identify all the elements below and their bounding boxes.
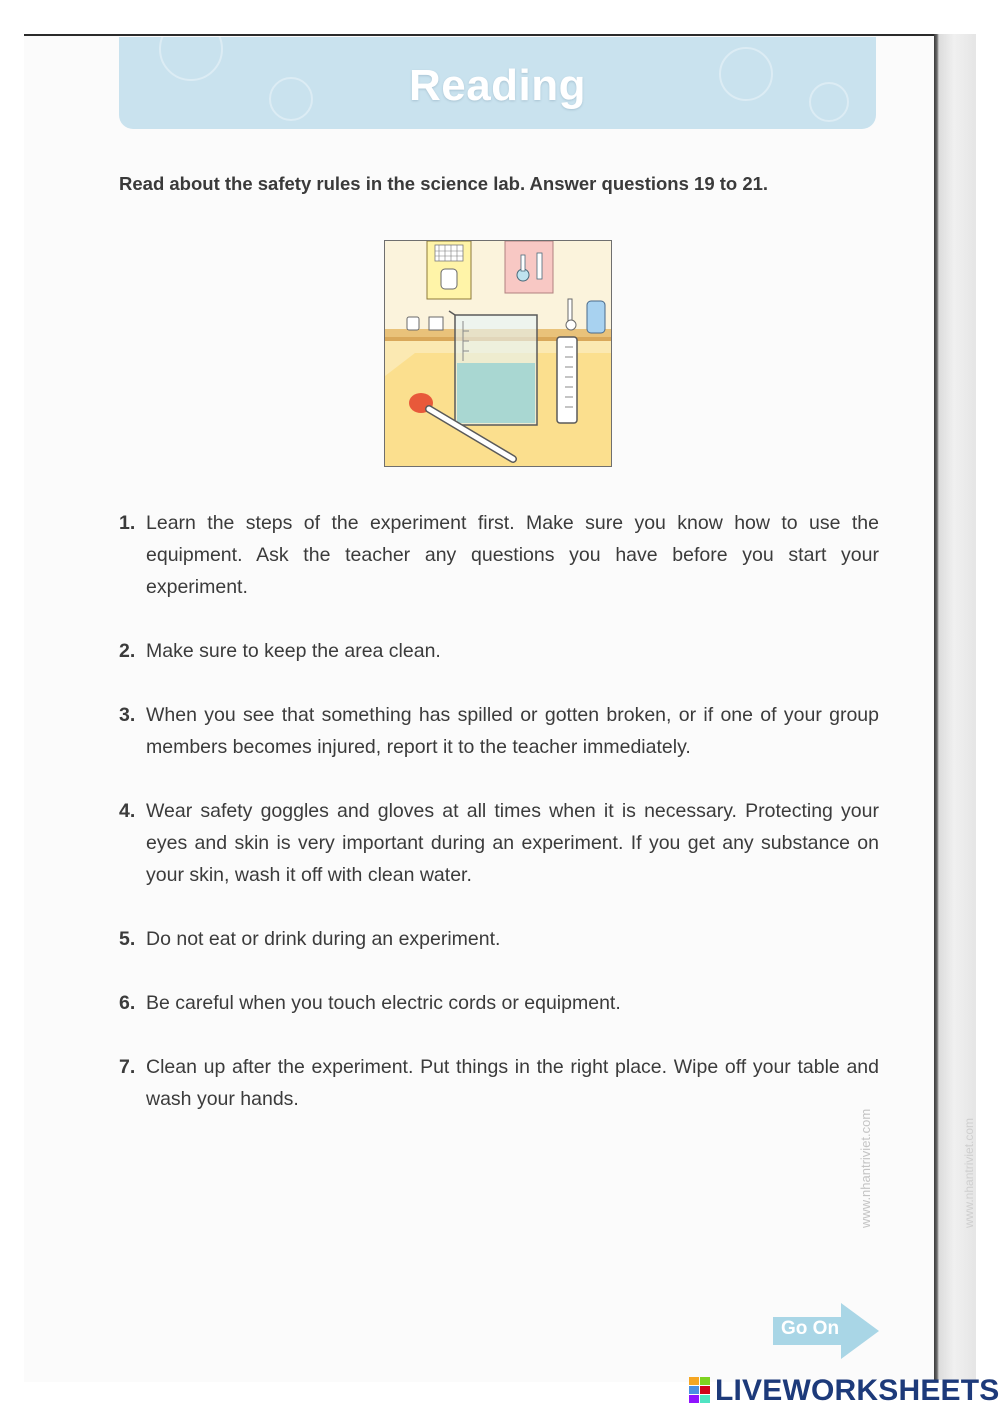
rule-number: 4. [119, 800, 136, 822]
liveworksheets-logo-icon [689, 1377, 711, 1405]
list-item [119, 635, 879, 667]
rule-text: Wear safety goggles and gloves at all times when it is necessary. Protecting your eyes and skin is very important during an experiment. If you get any substance on your skin, wash it off with clean water. [146, 800, 879, 886]
list-item [119, 1051, 879, 1115]
list-item [119, 699, 879, 763]
publisher-watermark-faint: www.nhantriviet.com [962, 1117, 976, 1228]
rule-text: Make sure to keep the area clean. [146, 640, 441, 662]
rule-number: 5. [119, 928, 136, 950]
publisher-watermark: www.nhantriviet.com [858, 1108, 873, 1228]
rule-text: Learn the steps of the experiment first. Make sure you know how to use the equipment. Ask the teacher any questions you have before you start your experiment. [146, 512, 879, 598]
rule-number: 3. [119, 704, 136, 726]
rule-text: Do not eat or drink during an experiment. [146, 928, 501, 950]
rule-text: Be careful when you touch electric cords or equipment. [146, 992, 621, 1014]
list-item [119, 923, 879, 955]
instructions: Read about the safety rules in the science lab. Answer questions 19 to 21. [119, 173, 769, 194]
brand-name: LIVEWORKSHEETS [715, 1374, 1000, 1407]
page-title: Reading [408, 61, 587, 110]
rule-number: 1. [119, 512, 136, 534]
science-lab-illustration [384, 240, 612, 467]
rule-text: When you see that something has spilled or gotten broken, or if one of your group members becomes injured, report it to the teacher immediately. [146, 704, 879, 758]
rule-number: 7. [119, 1056, 136, 1078]
list-item [119, 795, 879, 891]
go-on-button[interactable] [773, 1301, 881, 1361]
brand-footer[interactable] [689, 1374, 1000, 1408]
rule-text: Clean up after the experiment. Put things in the right place. Wipe off your table and wash your hands. [146, 1056, 879, 1110]
list-item [119, 987, 879, 1019]
list-item [119, 507, 879, 603]
rule-number: 2. [119, 640, 136, 662]
rule-number: 6. [119, 992, 136, 1014]
go-on-label: Go On [781, 1318, 840, 1339]
header-banner [119, 37, 876, 129]
